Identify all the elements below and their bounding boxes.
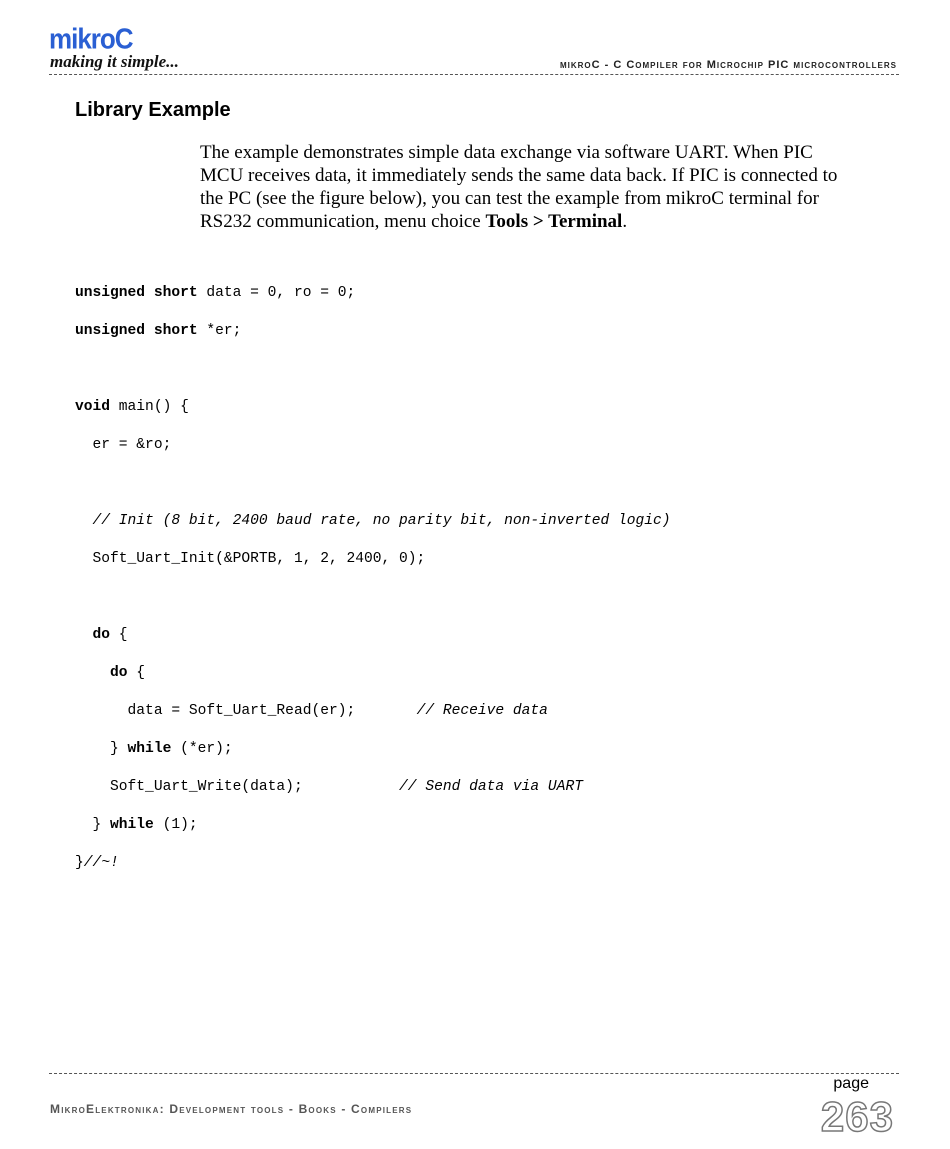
code-text: (*er); <box>171 741 233 757</box>
page-label: page <box>833 1075 869 1092</box>
code-keyword: while <box>110 817 154 833</box>
code-line <box>75 778 671 797</box>
section-title: Library Example <box>75 99 231 121</box>
code-text: Soft_Uart_Write(data); <box>75 779 400 795</box>
code-text: } <box>75 855 84 871</box>
description-end: . <box>622 211 628 232</box>
code-keyword: unsigned short <box>75 285 198 301</box>
code-keyword: void <box>75 399 111 415</box>
mikroc-logo: mikroC <box>49 22 133 55</box>
footer-divider <box>49 1073 899 1074</box>
code-keyword: while <box>127 741 172 757</box>
tagline: making it simple... <box>50 52 179 71</box>
code-text: *er; <box>197 323 242 339</box>
code-line <box>75 436 671 455</box>
code-text: { <box>110 627 128 643</box>
code-text: } <box>75 817 111 833</box>
code-text: data = 0, ro = 0; <box>197 285 356 301</box>
code-line <box>75 854 671 873</box>
code-text: er = &ro; <box>75 437 172 453</box>
code-text: (1); <box>153 817 198 833</box>
page-number: 263 <box>820 1093 894 1140</box>
code-line-blank <box>75 588 671 607</box>
code-line <box>75 512 671 531</box>
code-comment: // Init (8 bit, 2400 baud rate, no parity bit, non-inverted logic) <box>75 513 671 529</box>
code-line <box>75 550 671 569</box>
code-line <box>75 816 671 835</box>
code-line-blank <box>75 360 671 379</box>
code-line <box>75 284 671 303</box>
description-text: The example demonstrates simple data exchange via software UART. When PIC MCU receives data, it immediately sends the same data back. If PIC is connected to the PC (see the figure below), you can test the example from mikroC terminal for RS232 communication, menu choice <box>200 142 838 232</box>
footer-text: MikroElektronika: Development tools - Books - Compilers <box>50 1102 413 1116</box>
code-line <box>75 398 671 417</box>
code-line <box>75 322 671 341</box>
code-comment: // Send data via UART <box>399 779 583 795</box>
code-comment: // Receive data <box>416 703 548 719</box>
code-line <box>75 626 671 645</box>
code-comment: //~! <box>83 855 119 871</box>
code-indent <box>75 665 110 681</box>
code-line-blank <box>75 474 671 493</box>
code-line <box>75 664 671 683</box>
code-text: { <box>127 665 146 681</box>
header-divider <box>49 74 899 75</box>
code-block <box>75 265 671 892</box>
header-title: mikroC - C Compiler for Microchip PIC microcontrollers <box>559 59 897 71</box>
code-line <box>75 740 671 759</box>
code-keyword: unsigned short <box>75 323 198 339</box>
code-keyword: do <box>110 665 128 681</box>
menu-choice: Tools > Terminal <box>485 211 623 232</box>
code-line <box>75 702 671 721</box>
code-text: data = Soft_Uart_Read(er); <box>75 703 417 719</box>
code-text: Soft_Uart_Init(&PORTB, 1, 2, 2400, 0); <box>75 551 426 567</box>
code-text: main() { <box>110 399 189 415</box>
code-text: } <box>75 741 128 757</box>
description-paragraph <box>200 141 850 233</box>
code-indent <box>75 627 93 643</box>
code-keyword: do <box>92 627 111 643</box>
